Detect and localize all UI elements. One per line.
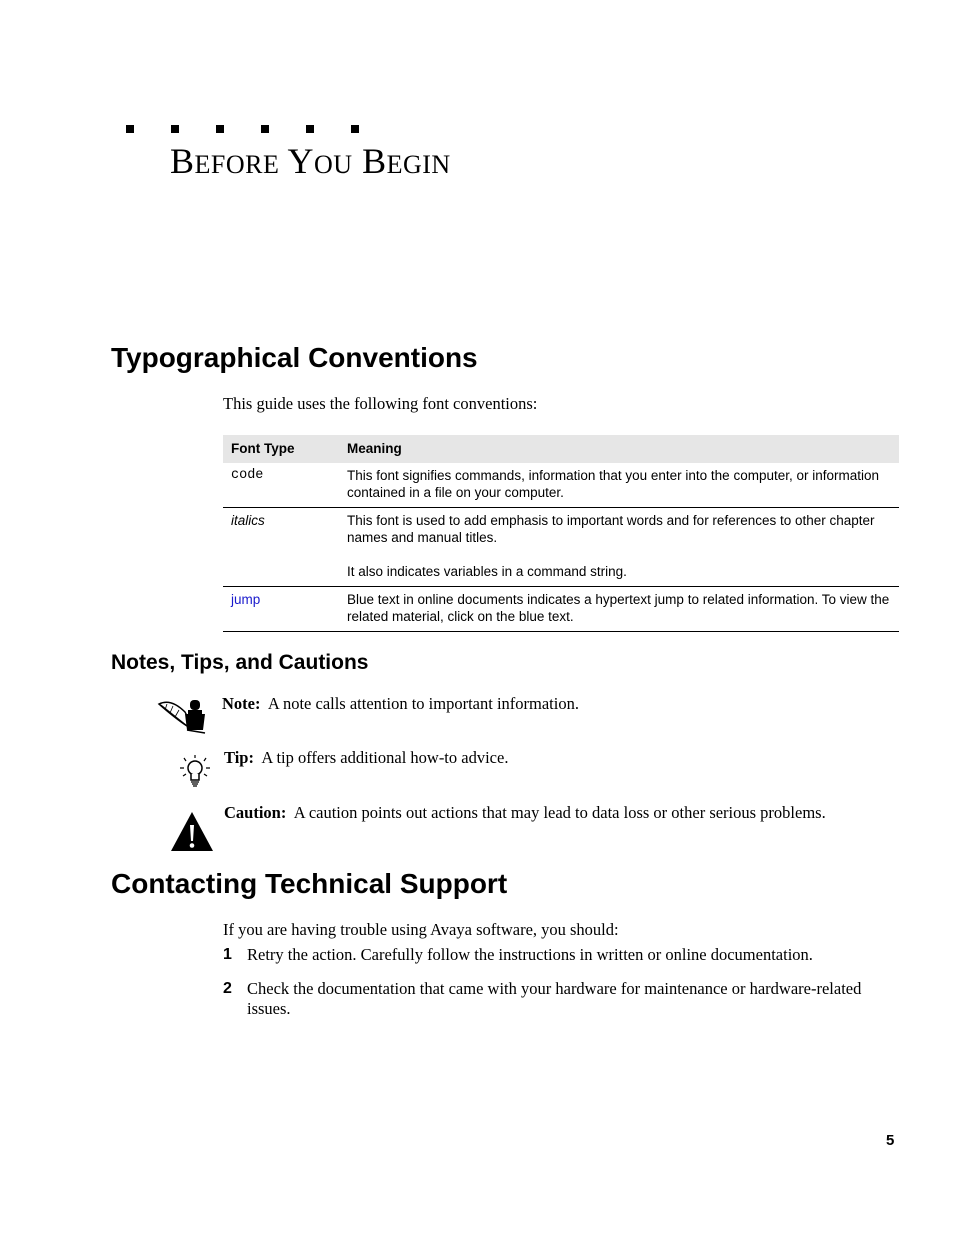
list-item [223, 945, 893, 965]
font-meaning: This font signifies commands, information that you enter into the computer, or information contained in a file on your computer. [339, 463, 899, 508]
support-intro: If you are having trouble using Avaya software, you should: [223, 920, 619, 939]
table-header-row [223, 435, 899, 463]
table-row [223, 587, 899, 632]
dot [126, 125, 134, 133]
step-text: Retry the action. Carefully follow the instructions in written or online documentation. [247, 945, 813, 964]
tip-label: Tip: [224, 748, 254, 767]
dot [306, 125, 314, 133]
chapter-title-cap: Y [287, 141, 315, 181]
section-heading-notices: Notes, Tips, and Cautions [111, 651, 369, 674]
note-label: Note: [222, 694, 261, 713]
font-type-jump-link[interactable]: jump [231, 592, 261, 607]
page-number: 5 [886, 1132, 895, 1149]
chapter-title-rest: EGIN [386, 150, 451, 179]
table-header: Font Type [223, 435, 339, 463]
step-text: Check the documentation that came with your hardware for maintenance or hardware-related issues. [247, 979, 862, 1018]
note-text: A note calls attention to important information. [267, 694, 579, 713]
caution-label: Caution: [224, 803, 287, 822]
table-row [223, 508, 899, 587]
table-header: Meaning [339, 435, 899, 463]
tip-lightbulb-icon [178, 752, 212, 790]
font-type-code: code [223, 463, 339, 508]
caution-warning-icon [170, 810, 214, 852]
table-row [223, 463, 899, 508]
section-heading-support: Contacting Technical Support [111, 868, 508, 899]
tip-notice [224, 748, 508, 768]
step-number: 2 [223, 980, 232, 997]
chapter-title-rest: EFORE [194, 150, 280, 179]
note-quill-icon [157, 696, 209, 734]
font-meaning-line: It also indicates variables in a command string. [347, 564, 627, 579]
chapter-title-cap: B [362, 141, 387, 181]
section-heading-typographical: Typographical Conventions [111, 342, 478, 373]
tip-text: A tip offers additional how-to advice. [261, 748, 509, 767]
chapter-title-rest: OU [314, 150, 353, 179]
dot [216, 125, 224, 133]
list-item [223, 979, 893, 1019]
dot [171, 125, 179, 133]
note-notice [222, 694, 579, 714]
typographical-intro: This guide uses the following font conventions: [223, 394, 538, 413]
step-number: 1 [223, 946, 232, 963]
chapter-title-cap: B [170, 141, 195, 181]
font-meaning: Blue text in online documents indicates a hypertext jump to related information. To view the related material, click on the blue text. [339, 587, 899, 632]
font-meaning-line: This font is used to add emphasis to important words and for references to other chapter names and manual titles. [347, 513, 875, 545]
dot [351, 125, 359, 133]
font-type-italics: italics [223, 508, 339, 587]
chapter-title [170, 140, 451, 182]
caution-notice [224, 803, 826, 823]
font-conventions-table [223, 435, 899, 632]
font-meaning [339, 508, 899, 587]
dot [261, 125, 269, 133]
caution-text: A caution points out actions that may lead to data loss or other serious problems. [293, 803, 826, 822]
support-steps-list [223, 945, 893, 1033]
